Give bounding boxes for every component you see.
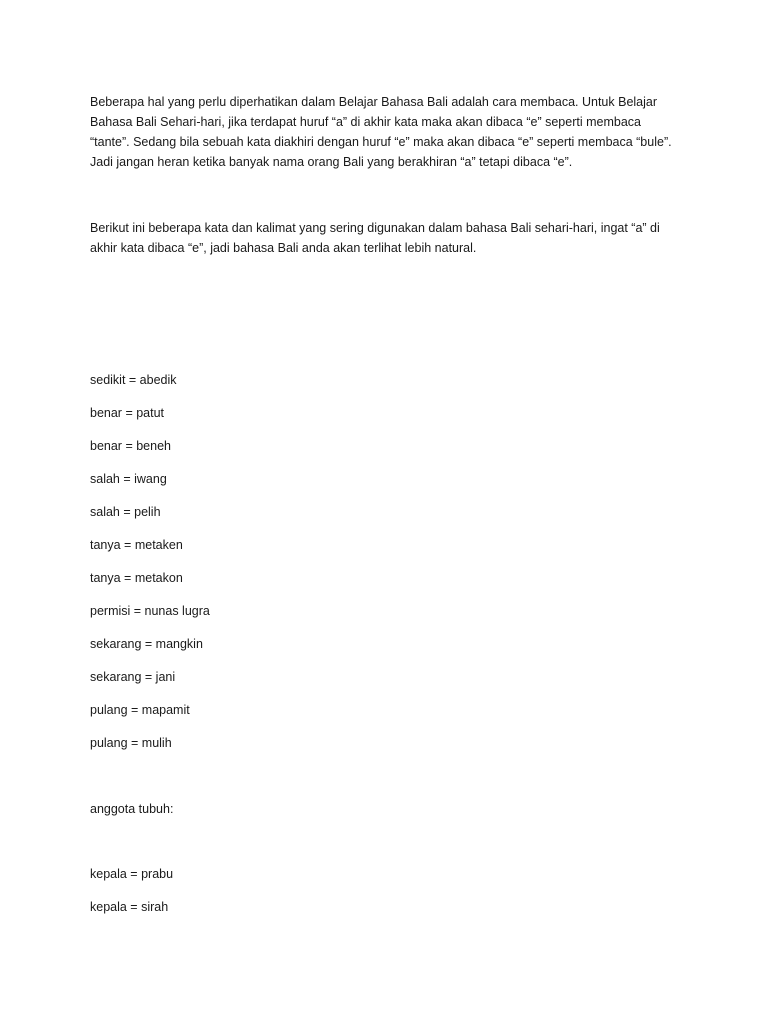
- vocab-line: sekarang = mangkin: [90, 637, 203, 651]
- vocab-line: sekarang = jani: [90, 670, 176, 684]
- vocab-line: permisi = nunas lugra: [90, 604, 210, 618]
- vocab-line: benar = patut: [90, 406, 165, 420]
- vocab-line: salah = pelih: [90, 505, 161, 519]
- section-heading: anggota tubuh:: [90, 802, 174, 816]
- vocab-line: pulang = mapamit: [90, 703, 190, 717]
- vocab-line: pulang = mulih: [90, 736, 172, 750]
- vocab-line: sedikit = abedik: [90, 373, 177, 387]
- vocab-line: kepala = prabu: [90, 867, 174, 881]
- intro-paragraph: Beberapa hal yang perlu diperhatikan dalam Belajar Bahasa Bali adalah cara membaca. Untuk Belajar Bahasa Bali Sehari-hari, jika terdapat huruf “a” di akhir kata maka akan dibaca “e” seperti membaca “tante”. Sedang bila sebuah kata diakhiri dengan huruf “e” maka akan dibaca “e” seperti membaca “bule”. Jadi jangan heran ketika banyak nama orang Bali yang berakhiran “a” tetapi dibaca “e”.: [90, 95, 672, 169]
- vocab-line: tanya = metakon: [90, 571, 183, 585]
- instruction-paragraph: Berikut ini beberapa kata dan kalimat yang sering digunakan dalam bahasa Bali sehari-hari, ingat “a” di akhir kata dibaca “e”, jadi bahasa Bali anda akan terlihat lebih natural.: [90, 221, 660, 255]
- vocab-line: benar = beneh: [90, 439, 171, 453]
- vocab-line: tanya = metaken: [90, 538, 183, 552]
- vocab-line: kepala = sirah: [90, 900, 169, 914]
- vocab-line: salah = iwang: [90, 472, 167, 486]
